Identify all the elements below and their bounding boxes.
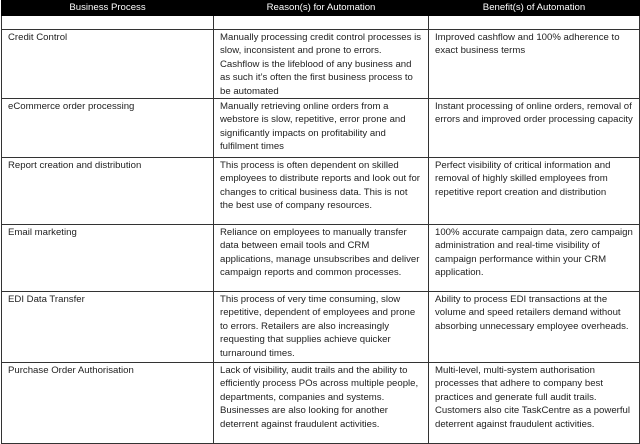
empty-row xyxy=(2,16,640,30)
table-row xyxy=(2,225,640,292)
benefit-cell: 100% accurate campaign data, zero campaign administration and real-time visibility of campaign performance within your CRM application. xyxy=(429,225,640,292)
reason-cell: This process of very time consuming, slow repetitive, dependent of employees and prone to errors. Retailers are also increasingly requesting that supplies achieve quicker turnaround times. xyxy=(214,292,429,363)
reason-cell: Lack of visibility, audit trails and the ability to efficiently process POs across multiple people, departments, companies and systems. Businesses are also looking for another deterrent against fraudulent activities. xyxy=(214,363,429,444)
benefit-cell: Multi-level, multi-system authorisation processes that adhere to company best practices and generate full audit trails. Customers also cite TaskCentre as a powerful deterrent against fraudulent activities. xyxy=(429,363,640,444)
header-row xyxy=(2,1,640,16)
process-cell: Email marketing xyxy=(2,225,214,292)
header-benefits: Benefit(s) of Automation xyxy=(429,1,640,16)
reason-cell: Manually processing credit control processes is slow, inconsistent and prone to errors. Cashflow is the lifeblood of any business and as such it’s often the first business process to be automated xyxy=(214,30,429,99)
empty-cell xyxy=(214,16,429,30)
benefit-cell: Perfect visibility of critical information and removal of highly skilled employees from repetitive report creation and distribution xyxy=(429,158,640,225)
process-cell: eCommerce order processing xyxy=(2,99,214,158)
reason-cell: Reliance on employees to manually transfer data between email tools and CRM applications, manage unsubscribes and deliver campaign reports and common processes. xyxy=(214,225,429,292)
reason-cell: Manually retrieving online orders from a webstore is slow, repetitive, error prone and significantly impacts on profitability and fulfilment times xyxy=(214,99,429,158)
table-row xyxy=(2,30,640,99)
benefit-cell: Ability to process EDI transactions at the volume and speed retailers demand without absorbing unnecessary employee overheads. xyxy=(429,292,640,363)
header-reasons: Reason(s) for Automation xyxy=(214,1,429,16)
process-cell: EDI Data Transfer xyxy=(2,292,214,363)
table-row xyxy=(2,292,640,363)
reason-cell: This process is often dependent on skilled employees to distribute reports and look out for changes to critical business data. This is not the best use of company resources. xyxy=(214,158,429,225)
empty-cell xyxy=(2,16,214,30)
process-cell: Credit Control xyxy=(2,30,214,99)
benefit-cell: Improved cashflow and 100% adherence to exact business terms xyxy=(429,30,640,99)
benefit-cell: Instant processing of online orders, removal of errors and improved order processing capacity xyxy=(429,99,640,158)
table-row xyxy=(2,363,640,444)
process-cell: Report creation and distribution xyxy=(2,158,214,225)
table-row xyxy=(2,158,640,225)
process-cell: Purchase Order Authorisation xyxy=(2,363,214,444)
automation-table xyxy=(1,0,640,444)
table-row xyxy=(2,99,640,158)
header-business-process: Business Process xyxy=(2,1,214,16)
empty-cell xyxy=(429,16,640,30)
